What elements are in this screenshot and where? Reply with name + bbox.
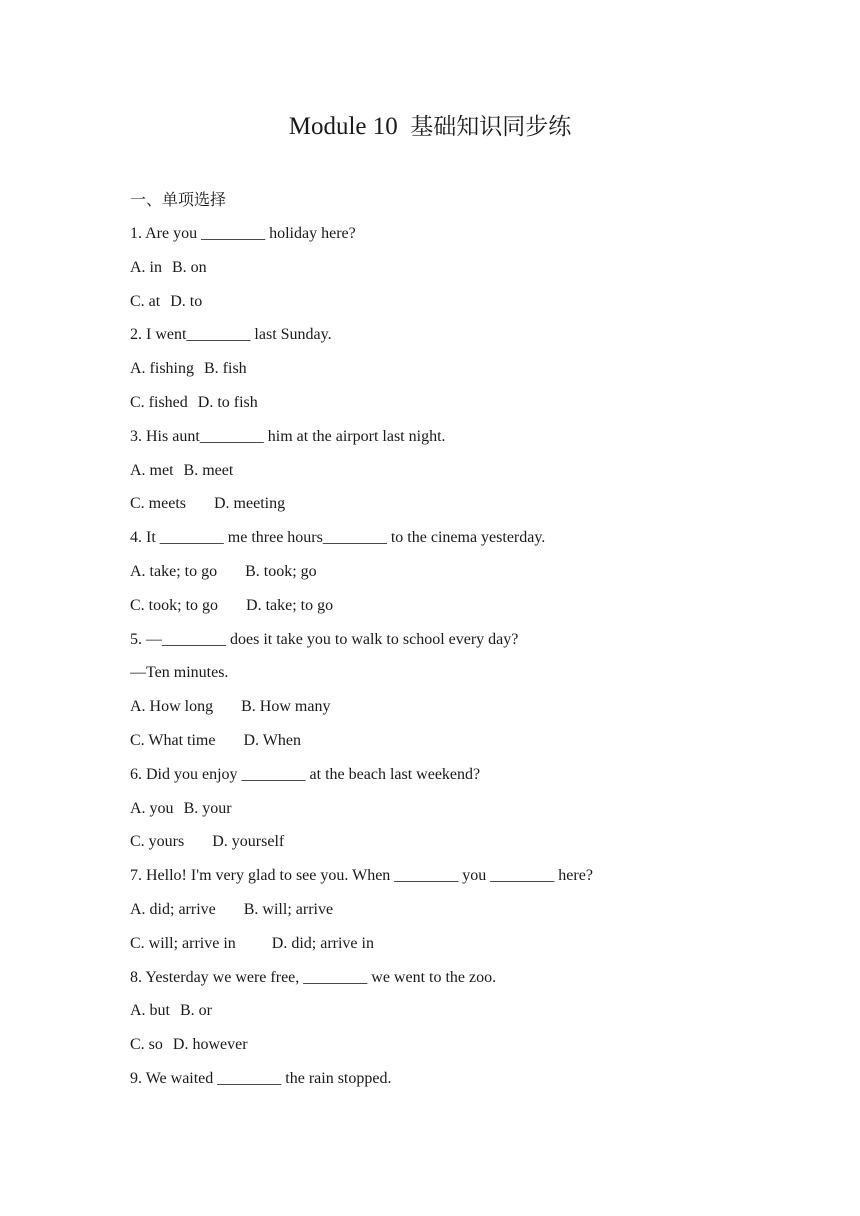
question-5-option-a: A. How long — [130, 698, 214, 716]
question-2-option-d: D. to fish — [197, 393, 258, 411]
question-2-options-row-2 — [130, 389, 770, 423]
question-6-option-d: D. yourself — [212, 833, 285, 851]
question-5-options-row-1 — [130, 693, 770, 727]
question-7-option-b: B. will; arrive — [243, 900, 334, 918]
question-7-options-row-1 — [130, 896, 770, 930]
question-7-option-a: A. did; arrive — [130, 900, 216, 918]
question-8-option-d: D. however — [172, 1036, 248, 1054]
question-5-stem: 5. —________ does it take you to walk to school every day? — [130, 630, 519, 648]
question-2-option-a: A. fishing — [130, 360, 194, 378]
question-1-option-b: B. on — [172, 258, 207, 276]
question-3-stem: 3. His aunt________ him at the airport last night. — [130, 427, 446, 445]
question-6-options-row-1 — [130, 795, 770, 829]
question-1-option-d: D. to — [170, 292, 203, 310]
question-2-option-b: B. fish — [204, 360, 247, 378]
question-6-option-a: A. you — [130, 799, 174, 817]
question-2-stem: 2. I went________ last Sunday. — [130, 326, 332, 344]
question-3-option-c: C. meets — [130, 495, 186, 513]
question-8-option-b: B. or — [180, 1002, 212, 1020]
question-3-option-b: B. meet — [183, 461, 234, 479]
question-7-stem: 7. Hello! I'm very glad to see you. When ________ you ________ here? — [130, 867, 593, 885]
question-1-options-row-1 — [130, 254, 770, 288]
question-4-options-row-2 — [130, 592, 770, 626]
question-5-answer-prompt: —Ten minutes. — [130, 664, 229, 682]
section-heading: 一、单项选择 — [130, 190, 227, 209]
question-6-option-b: B. your — [183, 799, 232, 817]
question-1-options-row-2 — [130, 288, 770, 322]
question-6-options-row-2 — [130, 828, 770, 862]
question-5-options-row-2 — [130, 727, 770, 761]
question-4-option-d: D. take; to go — [246, 596, 334, 614]
question-9-stem: 9. We waited ________ the rain stopped. — [130, 1069, 392, 1087]
question-2-options-row-1 — [130, 355, 770, 389]
question-8-option-c: C. so — [130, 1036, 163, 1054]
question-4-stem: 4. It ________ me three hours________ to the cinema yesterday. — [130, 529, 546, 547]
question-8-options-row-1 — [130, 997, 770, 1031]
question-5-option-c: C. What time — [130, 731, 216, 749]
question-8-options-row-2 — [130, 1031, 770, 1065]
question-3-options-row-1 — [130, 457, 770, 491]
question-8-stem: 8. Yesterday we were free, ________ we went to the zoo. — [130, 968, 497, 986]
question-3-option-a: A. met — [130, 461, 174, 479]
title-english: Module 10 — [288, 113, 398, 140]
title-chinese: 基础知识同步练 — [410, 114, 572, 140]
question-7-option-d: D. did; arrive in — [271, 934, 374, 952]
question-2-option-c: C. fished — [130, 393, 188, 411]
question-1-option-a: A. in — [130, 258, 162, 276]
question-3-options-row-2 — [130, 490, 770, 524]
question-5-option-b: B. How many — [241, 698, 331, 716]
question-8-option-a: A. but — [130, 1002, 170, 1020]
exercise-content — [130, 186, 770, 1099]
question-7-option-c: C. will; arrive in — [130, 934, 236, 952]
question-1-stem: 1. Are you ________ holiday here? — [130, 225, 356, 242]
question-6-option-c: C. yours — [130, 833, 185, 851]
question-4-option-a: A. take; to go — [130, 562, 218, 580]
page-title — [0, 112, 860, 142]
question-3-option-d: D. meeting — [214, 495, 286, 513]
question-4-option-c: C. took; to go — [130, 596, 219, 614]
question-4-options-row-1 — [130, 558, 770, 592]
question-6-stem: 6. Did you enjoy ________ at the beach last weekend? — [130, 765, 481, 783]
question-1-option-c: C. at — [130, 292, 161, 310]
question-4-option-b: B. took; go — [245, 562, 317, 580]
question-7-options-row-2 — [130, 930, 770, 964]
question-5-option-d: D. When — [243, 731, 301, 749]
